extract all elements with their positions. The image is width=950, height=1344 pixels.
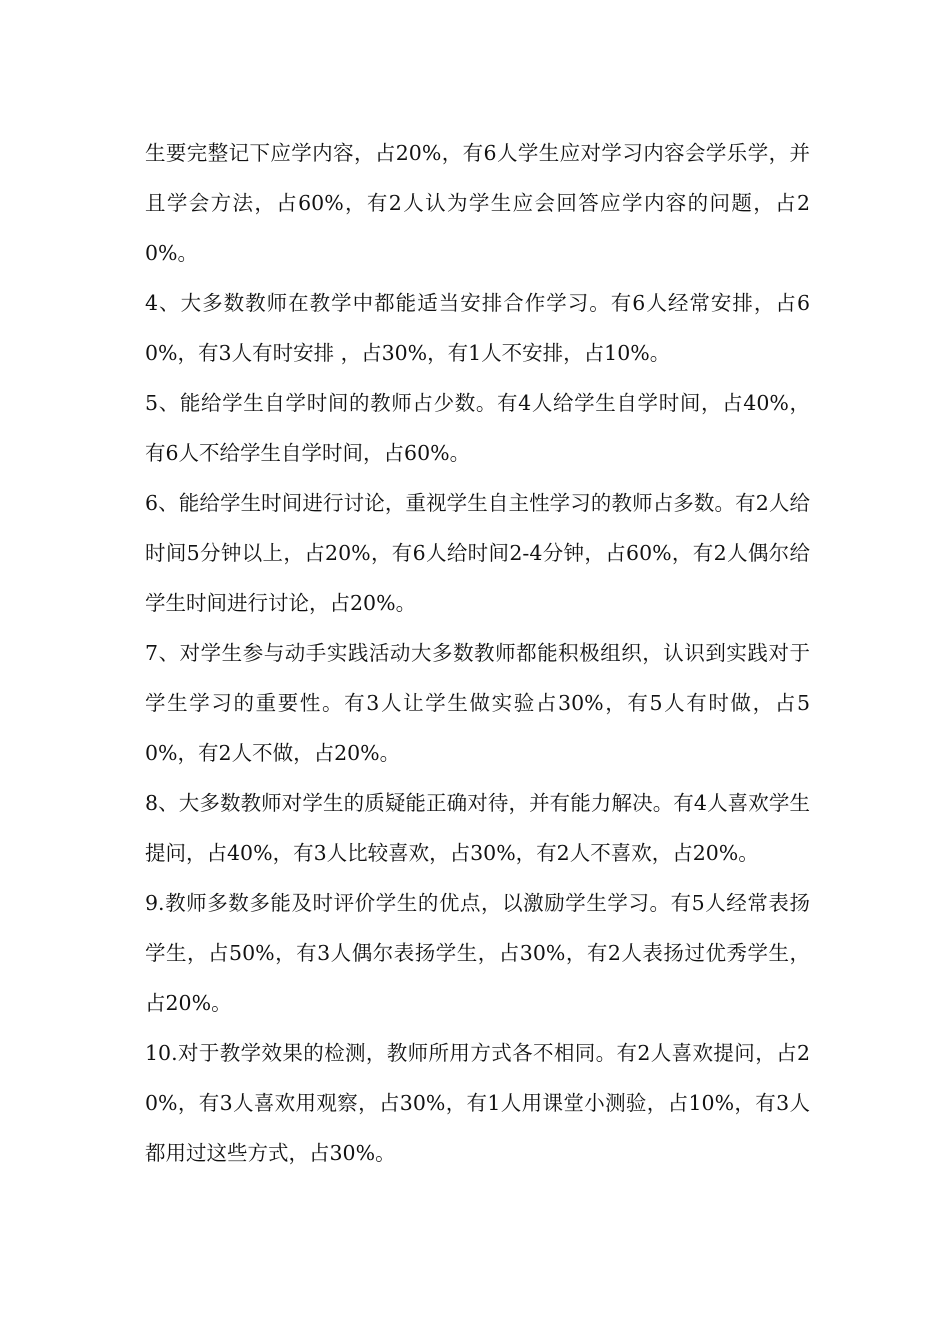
paragraph-item-8: 8、大多数教师对学生的质疑能正确对待，并有能力解决。有4人喜欢学生提问，占40%，有3人比较喜欢，占30%，有2人不喜欢，占20%。 bbox=[145, 791, 810, 865]
paragraph-item-7: 7、对学生参与动手实践活动大多数教师都能积极组织，认识到实践对于学生学习的重要性。有3人让学生做实验占30%，有5人有时做，占50%，有2人不做，占20%。 bbox=[145, 641, 810, 765]
paragraph-item-6: 6、能给学生时间进行讨论，重视学生自主性学习的教师占多数。有2人给时间5分钟以上，占20%，有6人给时间2-4分钟，占60%，有2人偶尔给学生时间进行讨论，占20%。 bbox=[145, 491, 810, 615]
paragraph-item-9: 9.教师多数多能及时评价学生的优点，以激励学生学习。有5人经常表扬学生，占50%，有3人偶尔表扬学生，占30%，有2人表扬过优秀学生，占20%。 bbox=[145, 891, 810, 1015]
paragraph-continuation: 生要完整记下应学内容，占20%，有6人学生应对学习内容会学乐学，并且学会方法，占60%，有2人认为学生应会回答应学内容的问题，占20%。 bbox=[145, 141, 810, 265]
paragraph-item-10: 10.对于教学效果的检测，教师所用方式各不相同。有2人喜欢提问，占20%，有3人喜欢用观察，占30%，有1人用课堂小测验，占10%，有3人都用过这些方式，占30%。 bbox=[145, 1041, 810, 1165]
document-body bbox=[145, 128, 810, 1178]
paragraph-item-4: 4、大多数教师在教学中都能适当安排合作学习。有6人经常安排，占60%，有3人有时安排 ，占30%，有1人不安排，占10%。 bbox=[145, 291, 810, 365]
paragraph-item-5: 5、能给学生自学时间的教师占少数。有4人给学生自学时间，占40%，有6人不给学生自学时间，占60%。 bbox=[145, 391, 810, 465]
